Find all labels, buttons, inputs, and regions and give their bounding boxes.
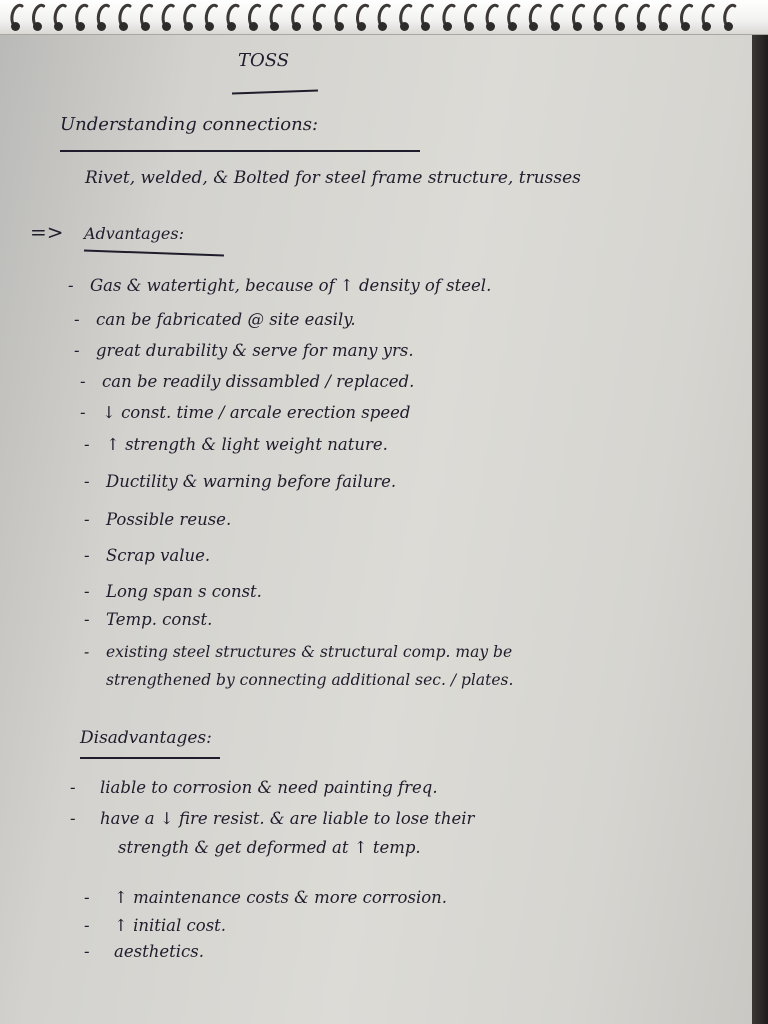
binding-hole: [421, 22, 430, 31]
binding-hole: [11, 22, 20, 31]
binding-hole: [637, 22, 646, 31]
list-item: - Ductility & warning before failure.: [84, 472, 397, 491]
binding-hole: [681, 22, 690, 31]
binding-hole: [616, 22, 625, 31]
binding-hole: [54, 22, 63, 31]
binding-hole: [227, 22, 236, 31]
binding-hole: [357, 22, 366, 31]
binding-hole: [378, 22, 387, 31]
list-item: - Scrap value.: [84, 546, 211, 565]
disadvantages-heading: Disadvantages:: [80, 728, 212, 748]
binding-hole: [270, 22, 279, 31]
binding-hole: [141, 22, 150, 31]
binding-hole: [486, 22, 495, 31]
heading-underline: [60, 150, 420, 152]
list-item: - great durability & serve for many yrs.: [74, 341, 414, 360]
section-heading: Understanding connections:: [60, 114, 319, 135]
disadvantages-underline: [80, 757, 220, 759]
spiral-binding: [0, 0, 768, 35]
list-item: - ↑ strength & light weight nature.: [84, 435, 388, 454]
list-item-continuation: strength & get deformed at ↑ temp.: [118, 838, 421, 857]
page-title: TOSS: [238, 50, 290, 71]
binding-hole: [292, 22, 301, 31]
list-item: - ↓ const. time / arcale erection speed: [80, 403, 411, 422]
connection-types: Rivet, welded, & Bolted for steel frame structure, trusses: [85, 168, 581, 188]
binding-hole: [335, 22, 344, 31]
binding-hole: [443, 22, 452, 31]
binding-hole: [205, 22, 214, 31]
binding-hole: [724, 22, 733, 31]
list-item: - ↑ maintenance costs & more corrosion.: [84, 888, 448, 907]
list-item: - existing steel structures & structural comp. may be: [84, 643, 513, 661]
list-item: - Gas & watertight, because of ↑ density of steel.: [68, 276, 492, 295]
binding-hole: [529, 22, 538, 31]
list-item: - ↑ initial cost.: [84, 916, 227, 935]
binding-hole: [551, 22, 560, 31]
binding-hole: [659, 22, 668, 31]
page-shadow: [752, 0, 768, 1024]
binding-hole: [249, 22, 258, 31]
binding-hole: [400, 22, 409, 31]
list-item: - have a ↓ fire resist. & are liable to lose their: [70, 809, 475, 828]
list-item: - Long span s const.: [84, 582, 262, 601]
binding-hole: [76, 22, 85, 31]
binding-hole: [702, 22, 711, 31]
binding-hole: [508, 22, 517, 31]
list-item: - liable to corrosion & need painting freq.: [70, 778, 438, 797]
binding-hole: [97, 22, 106, 31]
binding-hole: [162, 22, 171, 31]
binding-hole: [594, 22, 603, 31]
list-item: - can be readily dissambled / replaced.: [80, 372, 415, 391]
binding-hole: [184, 22, 193, 31]
binding-hole: [573, 22, 582, 31]
list-item-continuation: strengthened by connecting additional sec. / plates.: [106, 671, 514, 689]
binding-hole: [33, 22, 42, 31]
list-item: - can be fabricated @ site easily.: [74, 310, 356, 329]
binding-hole: [313, 22, 322, 31]
binding-hole: [119, 22, 128, 31]
binding-holes: [0, 22, 740, 42]
list-item: - Possible reuse.: [84, 510, 232, 529]
binding-hole: [465, 22, 474, 31]
advantages-heading: Advantages:: [84, 224, 184, 243]
list-item: - Temp. const.: [84, 610, 213, 629]
arrow-icon: =>: [30, 220, 64, 244]
list-item: - aesthetics.: [84, 942, 204, 961]
